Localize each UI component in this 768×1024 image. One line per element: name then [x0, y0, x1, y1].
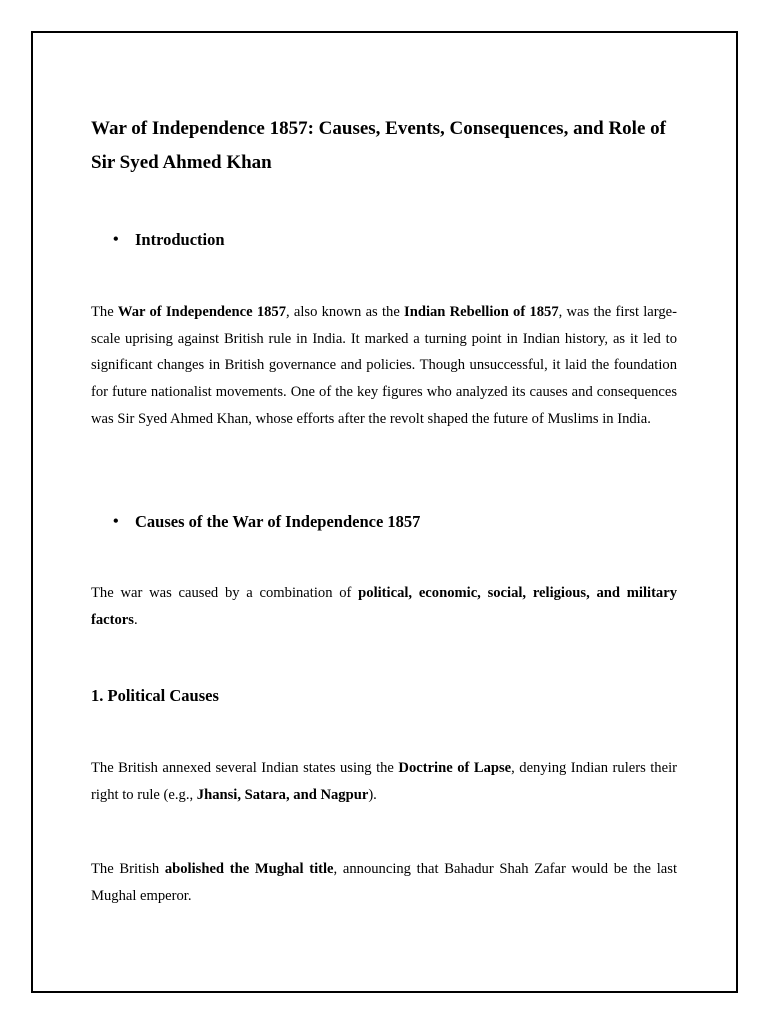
- text-run: , was the first large-scale uprising against British rule in India. It marked a turning point in Indian history, as it led to significant changes in British governance and policies. Though unsuccessful, it laid the foundation for future nationalist movements. One of the key figures who analyzed its causes and consequences was Sir Syed Ahmed Khan, whose efforts after the revolt shaped the future of Muslims in India.: [91, 304, 677, 427]
- text-run: , also known as the: [286, 304, 405, 320]
- causes-paragraph: [91, 580, 677, 633]
- bold-text-run: Jhansi, Satara, and Nagpur: [196, 786, 369, 803]
- text-run: The British annexed several Indian states using the: [91, 760, 399, 776]
- text-run: The: [91, 304, 118, 320]
- bold-text-run: Doctrine of Lapse: [398, 760, 512, 776]
- text-run: .: [133, 611, 138, 628]
- section-heading-label: Causes of the War of Independence 1857: [135, 512, 421, 531]
- text-run: ).: [368, 786, 377, 803]
- bullet-icon: •: [113, 231, 119, 248]
- subheading-political-causes: 1. Political Causes: [91, 686, 219, 705]
- document-title: War of Independence 1857: Causes, Events, Consequences, and Role of Sir Syed Ahmed Khan: [91, 118, 666, 173]
- political-causes-paragraph-1: [91, 755, 677, 808]
- political-causes-paragraph-2: [91, 856, 677, 909]
- text-run: , announcing that Bahadur Shah Zafar would be the last Mughal emperor.: [91, 861, 677, 904]
- bold-text-run: abolished the Mughal title: [164, 861, 334, 877]
- bold-text-run: Indian Rebellion of 1857: [404, 304, 559, 320]
- text-run: , denying Indian rulers their right to rule (e.g.,: [91, 760, 677, 803]
- section-heading-introduction: [91, 229, 677, 251]
- bold-text-run: political, economic, social, religious, and military factors: [91, 585, 678, 628]
- section-heading-label: Introduction: [135, 230, 225, 249]
- section-heading-causes: [91, 511, 677, 533]
- bullet-icon: •: [113, 513, 119, 530]
- text-run: The war was caused by a combination of: [91, 585, 359, 601]
- text-run: The British: [91, 861, 165, 877]
- bold-text-run: War of Independence 1857: [117, 304, 287, 320]
- introduction-paragraph: [91, 299, 677, 433]
